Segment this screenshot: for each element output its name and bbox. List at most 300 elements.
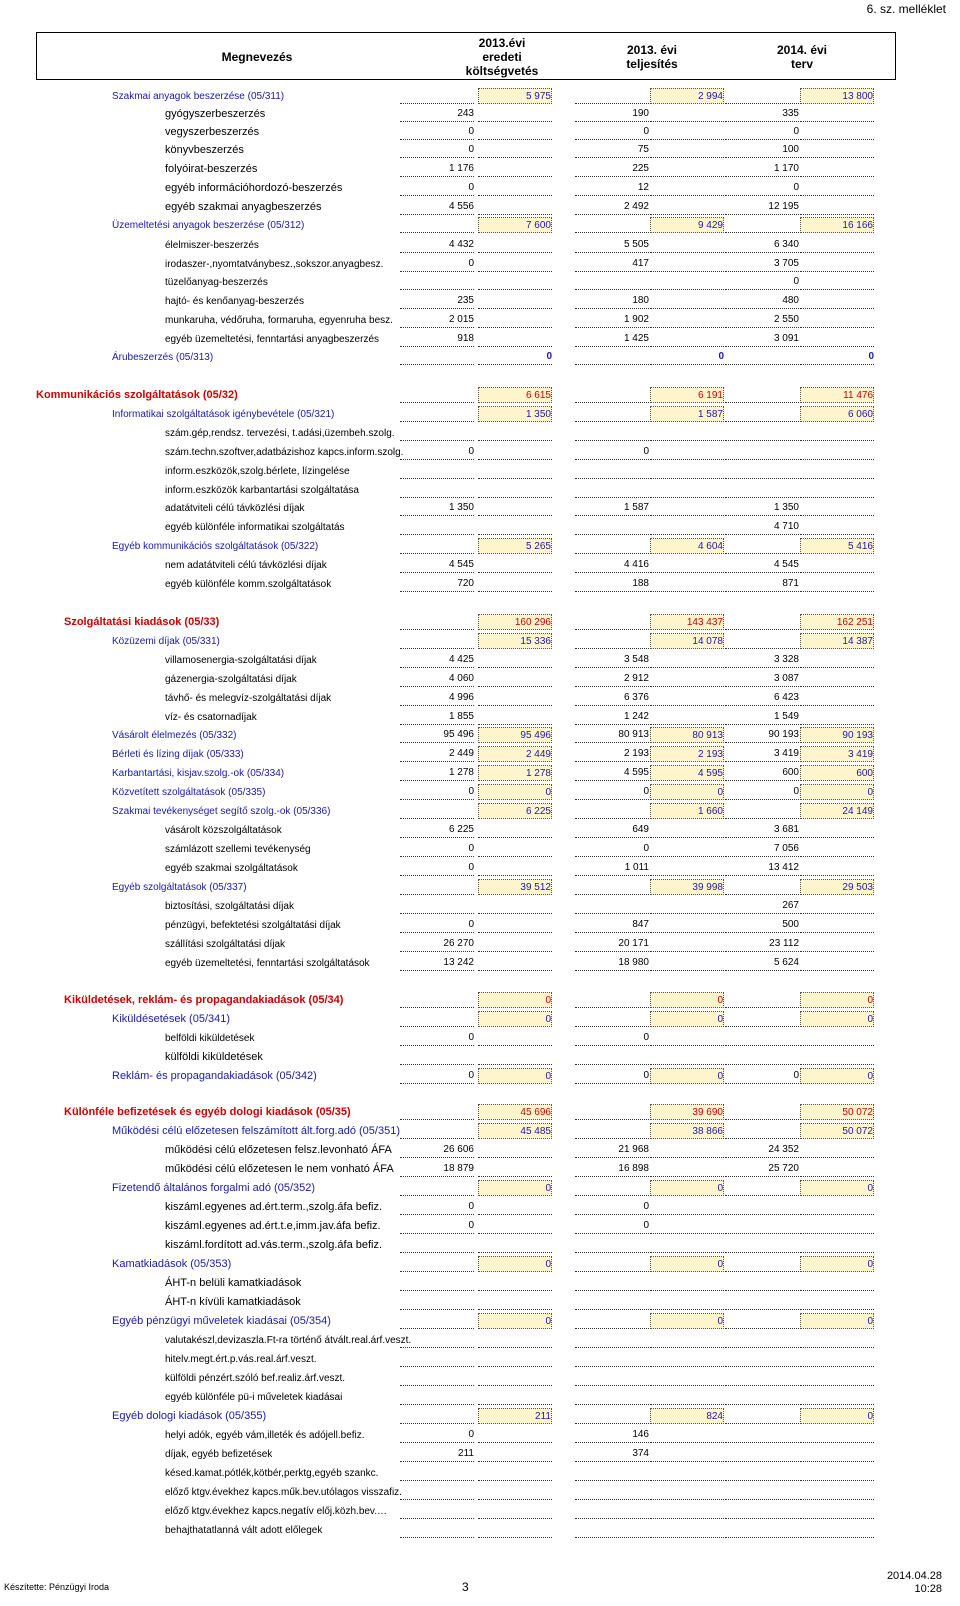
value-cell: 1 902 — [575, 312, 649, 328]
value-cell — [725, 1104, 799, 1120]
header-name: Megnevezés — [221, 50, 293, 64]
table-row — [0, 746, 960, 763]
value-cell — [478, 256, 552, 272]
row-label: Kommunikációs szolgáltatások (05/32) — [36, 389, 238, 401]
value-cell: 100 — [725, 142, 799, 158]
value-cell — [800, 180, 874, 196]
value-cell — [800, 1484, 874, 1500]
value-cell: 143 437 — [650, 614, 724, 630]
value-cell — [478, 331, 552, 347]
value-cell: 24 352 — [725, 1142, 799, 1158]
row-label: egyéb szakmai szolgáltatások — [165, 863, 298, 874]
value-cell: 21 968 — [575, 1142, 649, 1158]
value-cell: 0 — [725, 1068, 799, 1084]
value-cell — [400, 1294, 474, 1310]
value-cell — [650, 1522, 724, 1538]
table-row — [0, 1011, 960, 1028]
value-cell — [800, 1332, 874, 1348]
value-cell: 9 429 — [650, 217, 724, 233]
value-cell — [478, 1446, 552, 1462]
value-cell: 0 — [478, 1256, 552, 1272]
table-row — [0, 765, 960, 782]
value-cell: 4 556 — [400, 199, 474, 215]
table-row — [0, 142, 960, 159]
row-label: Egyéb dologi kiadások (05/355) — [112, 1410, 267, 1422]
value-cell — [400, 879, 474, 895]
value-cell — [478, 1294, 552, 1310]
value-cell — [650, 841, 724, 857]
value-cell — [725, 406, 799, 422]
value-cell — [478, 124, 552, 140]
row-label: szállítási szolgáltatási díjak — [165, 939, 286, 950]
value-cell: 5 505 — [575, 237, 649, 253]
value-cell: 4 432 — [400, 237, 474, 253]
row-label: egyéb üzemeltetési, fenntartási anyagbeszerzés — [165, 334, 380, 345]
value-cell: 0 — [650, 1011, 724, 1027]
value-cell — [650, 860, 724, 876]
value-cell — [800, 652, 874, 668]
value-cell: 417 — [575, 256, 649, 272]
row-label: behajthatatlanná vált adott előlegek — [165, 1525, 323, 1536]
value-cell: 50 072 — [800, 1123, 874, 1139]
value-cell: 0 — [400, 917, 474, 933]
table-row — [0, 1218, 960, 1235]
table-row — [0, 161, 960, 178]
value-cell — [575, 1351, 649, 1367]
value-cell — [725, 463, 799, 479]
value-cell — [575, 879, 649, 895]
row-label: egyéb különféle pü-i műveletek kiadásai — [165, 1392, 343, 1403]
row-label: működési célú előzetesen le nem vonható ÁFA — [165, 1163, 394, 1175]
value-cell — [575, 463, 649, 479]
row-label: inform.eszközök,szolg.bérlete, lízingelése — [165, 466, 350, 477]
table-row — [0, 1104, 960, 1121]
value-cell — [725, 1030, 799, 1046]
table-row — [0, 199, 960, 216]
value-cell — [725, 1370, 799, 1386]
value-cell — [650, 500, 724, 516]
table-row — [0, 936, 960, 953]
value-cell — [725, 1427, 799, 1443]
value-cell — [400, 1522, 474, 1538]
row-label: külföldi pénzért.szóló bef.realiz.árf.veszt. — [165, 1373, 346, 1384]
header-plan-2014 — [747, 33, 857, 81]
table-row — [0, 1522, 960, 1539]
row-label: helyi adók, egyéb vám,illeték és adójell.befiz. — [165, 1430, 365, 1441]
value-cell — [650, 1199, 724, 1215]
value-cell — [400, 1313, 474, 1329]
table-row — [0, 1068, 960, 1085]
value-cell — [400, 425, 474, 441]
value-cell: 824 — [650, 1408, 724, 1424]
value-cell — [478, 1237, 552, 1253]
value-cell: 225 — [575, 161, 649, 177]
value-cell: 0 — [725, 124, 799, 140]
value-cell: 0 — [575, 1199, 649, 1215]
value-cell — [725, 1256, 799, 1272]
value-cell — [575, 387, 649, 403]
row-label: valutakészl,devizaszla.Ft-ra történő átvált.real.árf.veszt. — [165, 1335, 412, 1346]
value-cell: 3 419 — [800, 746, 874, 762]
value-cell: 3 091 — [725, 331, 799, 347]
value-cell — [478, 1503, 552, 1519]
value-cell — [800, 822, 874, 838]
value-cell: 80 913 — [650, 727, 724, 743]
value-cell — [478, 519, 552, 535]
value-cell — [650, 312, 724, 328]
value-cell — [400, 217, 474, 233]
row-label: irodaszer-,nyomtatványbesz.,sokszor.anyagbesz. — [165, 259, 384, 270]
value-cell — [650, 1218, 724, 1234]
value-cell — [650, 180, 724, 196]
table-row — [0, 331, 960, 348]
value-cell: 1 587 — [575, 500, 649, 516]
table-row — [0, 614, 960, 631]
value-cell — [478, 161, 552, 177]
table-row — [0, 519, 960, 536]
value-cell — [478, 917, 552, 933]
table-row — [0, 709, 960, 726]
value-cell — [400, 463, 474, 479]
value-cell — [575, 274, 649, 290]
value-cell — [725, 1011, 799, 1027]
table-row — [0, 538, 960, 555]
value-cell — [650, 1237, 724, 1253]
value-cell — [478, 199, 552, 215]
table-row — [0, 1294, 960, 1311]
value-cell: 0 — [400, 860, 474, 876]
table-row — [0, 1123, 960, 1140]
value-cell — [650, 1484, 724, 1500]
value-cell: 0 — [400, 180, 474, 196]
row-label: egyéb üzemeltetési, fenntartási szolgáltatások — [165, 958, 370, 969]
value-cell — [650, 1351, 724, 1367]
table-row — [0, 1142, 960, 1159]
row-label: egyéb szakmai anyagbeszerzés — [165, 201, 322, 213]
value-cell: 6 376 — [575, 690, 649, 706]
table-row — [0, 463, 960, 480]
value-cell — [725, 1313, 799, 1329]
value-cell — [800, 1389, 874, 1405]
value-cell — [650, 482, 724, 498]
value-cell: 871 — [725, 576, 799, 592]
value-cell: 90 193 — [725, 727, 799, 743]
value-cell — [725, 1294, 799, 1310]
value-cell: 29 503 — [800, 879, 874, 895]
value-cell: 2 449 — [478, 746, 552, 762]
value-cell: 14 387 — [800, 633, 874, 649]
table-row — [0, 1370, 960, 1387]
value-cell — [478, 500, 552, 516]
row-label: Kamatkiadások (05/353) — [112, 1258, 232, 1270]
value-cell — [800, 312, 874, 328]
value-cell: 0 — [400, 444, 474, 460]
value-cell — [478, 180, 552, 196]
value-cell — [478, 482, 552, 498]
value-cell: 12 195 — [725, 199, 799, 215]
value-cell: 180 — [575, 293, 649, 309]
value-cell — [575, 1313, 649, 1329]
value-cell — [650, 955, 724, 971]
value-cell — [478, 1465, 552, 1481]
row-label: vásárolt közszolgáltatások — [165, 825, 282, 836]
row-label: ÁHT-n belüli kamatkiadások — [165, 1277, 302, 1289]
table-row — [0, 690, 960, 707]
value-cell — [725, 1484, 799, 1500]
row-label: Karbantartási, kisjav.szolg.-ok (05/334) — [112, 768, 285, 779]
value-cell — [575, 1389, 649, 1405]
value-cell: 4 604 — [650, 538, 724, 554]
table-row — [0, 1161, 960, 1178]
table-row — [0, 992, 960, 1009]
row-label: Kiküldésetések (05/341) — [112, 1013, 231, 1025]
value-cell: 6 225 — [478, 803, 552, 819]
value-cell — [800, 898, 874, 914]
value-cell: 649 — [575, 822, 649, 838]
value-cell — [478, 860, 552, 876]
value-cell — [725, 1389, 799, 1405]
value-cell — [575, 1484, 649, 1500]
value-cell: 4 710 — [725, 519, 799, 535]
value-cell: 0 — [800, 1408, 874, 1424]
value-cell — [400, 1049, 474, 1065]
row-label: vegyszerbeszerzés — [165, 126, 260, 138]
value-cell: 1 011 — [575, 860, 649, 876]
row-label: egyéb különféle informatikai szolgáltatás — [165, 522, 345, 533]
value-cell: 6 615 — [478, 387, 552, 403]
row-label: gázenergia-szolgáltatási díjak — [165, 674, 297, 685]
value-cell — [650, 106, 724, 122]
value-cell: 0 — [400, 841, 474, 857]
value-cell — [575, 614, 649, 630]
value-cell — [478, 1142, 552, 1158]
table-row — [0, 841, 960, 858]
value-cell: 0 — [575, 1068, 649, 1084]
annex-label: 6. sz. melléklet — [866, 2, 946, 16]
value-cell — [478, 652, 552, 668]
value-cell — [650, 822, 724, 838]
value-cell — [400, 274, 474, 290]
print-time: 10:28 — [914, 1583, 942, 1595]
value-cell: 0 — [800, 1180, 874, 1196]
value-cell — [725, 349, 799, 365]
value-cell — [650, 652, 724, 668]
row-label: működési célú előzetesen felsz.levonható ÁFA — [165, 1144, 392, 1156]
value-cell: 1 855 — [400, 709, 474, 725]
value-cell — [650, 1427, 724, 1443]
value-cell: 39 998 — [650, 879, 724, 895]
value-cell — [800, 463, 874, 479]
value-cell — [575, 538, 649, 554]
value-cell: 0 — [478, 1011, 552, 1027]
value-cell — [400, 406, 474, 422]
row-label: Szakmai anyagok beszerzése (05/311) — [112, 91, 285, 102]
table-row — [0, 1049, 960, 1066]
value-cell — [725, 482, 799, 498]
value-cell — [400, 898, 474, 914]
value-cell: 0 — [478, 1068, 552, 1084]
value-cell — [400, 1123, 474, 1139]
row-label: Reklám- és propagandakiadások (05/342) — [112, 1070, 317, 1082]
row-label: kiszáml.egyenes ad.ért.term.,szolg.áfa befiz. — [165, 1201, 383, 1213]
value-cell: 0 — [650, 1313, 724, 1329]
row-label: könyvbeszerzés — [165, 144, 244, 156]
value-cell — [575, 1104, 649, 1120]
table-row — [0, 406, 960, 423]
value-cell — [800, 444, 874, 460]
value-cell — [400, 1180, 474, 1196]
value-cell: 1 350 — [725, 500, 799, 516]
value-cell: 0 — [725, 274, 799, 290]
value-cell — [650, 576, 724, 592]
value-cell — [400, 538, 474, 554]
table-row — [0, 293, 960, 310]
value-cell: 6 060 — [800, 406, 874, 422]
value-cell: 3 328 — [725, 652, 799, 668]
row-label: hajtó- és kenőanyag-beszerzés — [165, 296, 304, 307]
value-cell: 211 — [478, 1408, 552, 1424]
value-cell — [575, 1049, 649, 1065]
value-cell — [800, 500, 874, 516]
value-cell — [400, 1351, 474, 1367]
row-label: biztosítási, szolgáltatási díjak — [165, 901, 294, 912]
value-cell — [478, 312, 552, 328]
value-cell: 0 — [800, 349, 874, 365]
value-cell — [478, 293, 552, 309]
value-cell — [650, 425, 724, 441]
row-label: külföldi kiküldetések — [165, 1051, 263, 1063]
row-label: Egyéb pénzügyi műveletek kiadásai (05/354) — [112, 1315, 331, 1327]
value-cell: 3 705 — [725, 256, 799, 272]
value-cell — [725, 1465, 799, 1481]
value-cell — [650, 1049, 724, 1065]
row-label: Közvetített szolgáltatások (05/335) — [112, 787, 266, 798]
row-label: pénzügyi, befektetési szolgáltatási díjak — [165, 920, 341, 931]
value-cell — [650, 1503, 724, 1519]
header-plan-2014-text: 2014. évi terv — [776, 43, 828, 71]
row-label: belföldi kiküldetések — [165, 1033, 255, 1044]
table-row — [0, 1199, 960, 1216]
value-cell — [400, 1275, 474, 1291]
value-cell — [725, 1522, 799, 1538]
value-cell: 45 485 — [478, 1123, 552, 1139]
table-row — [0, 444, 960, 461]
value-cell — [725, 614, 799, 630]
value-cell: 23 112 — [725, 936, 799, 952]
value-cell: 6 191 — [650, 387, 724, 403]
value-cell: 26 606 — [400, 1142, 474, 1158]
value-cell — [478, 1522, 552, 1538]
value-cell: 267 — [725, 898, 799, 914]
value-cell — [650, 1332, 724, 1348]
value-cell: 1 170 — [725, 161, 799, 177]
table-row — [0, 1465, 960, 1482]
table-header — [36, 32, 896, 80]
table-row — [0, 557, 960, 574]
value-cell: 75 — [575, 142, 649, 158]
value-cell — [400, 1256, 474, 1272]
value-cell — [650, 1294, 724, 1310]
row-label: gyógyszerbeszerzés — [165, 108, 266, 120]
value-cell — [725, 425, 799, 441]
value-cell — [400, 519, 474, 535]
table-row — [0, 387, 960, 404]
table-row — [0, 1408, 960, 1425]
value-cell — [725, 1180, 799, 1196]
value-cell — [575, 519, 649, 535]
value-cell: 5 416 — [800, 538, 874, 554]
value-cell — [478, 841, 552, 857]
row-label: késed.kamat.pótlék,kötbér,perktg,egyéb szankc. — [165, 1468, 379, 1479]
value-cell: 4 425 — [400, 652, 474, 668]
table-row — [0, 898, 960, 915]
value-cell: 2 193 — [650, 746, 724, 762]
value-cell: 918 — [400, 331, 474, 347]
value-cell — [575, 992, 649, 1008]
value-cell — [725, 1275, 799, 1291]
header-actual-2013 — [597, 33, 707, 81]
value-cell — [650, 124, 724, 140]
value-cell: 16 166 — [800, 217, 874, 233]
value-cell — [650, 557, 724, 573]
value-cell — [725, 992, 799, 1008]
header-original-budget-text: 2013.évi eredeti költségvetés — [465, 36, 539, 78]
print-timestamp — [887, 1570, 942, 1596]
value-cell: 0 — [575, 444, 649, 460]
value-cell — [575, 1123, 649, 1139]
value-cell: 374 — [575, 1446, 649, 1462]
table-row — [0, 727, 960, 744]
table-row — [0, 1389, 960, 1406]
table-row — [0, 1237, 960, 1254]
value-cell: 0 — [725, 180, 799, 196]
value-cell — [478, 1332, 552, 1348]
value-cell — [400, 482, 474, 498]
table-row — [0, 274, 960, 291]
value-cell — [575, 406, 649, 422]
row-label: egyéb információhordozó-beszerzés — [165, 182, 343, 194]
row-label: folyóirat-beszerzés — [165, 163, 258, 175]
value-cell — [650, 1465, 724, 1481]
value-cell — [725, 387, 799, 403]
value-cell — [800, 1446, 874, 1462]
value-cell — [650, 444, 724, 460]
value-cell: 243 — [400, 106, 474, 122]
value-cell: 0 — [478, 784, 552, 800]
value-cell — [478, 444, 552, 460]
value-cell: 0 — [400, 256, 474, 272]
value-cell — [478, 898, 552, 914]
value-cell — [400, 349, 474, 365]
value-cell — [478, 106, 552, 122]
value-cell — [725, 217, 799, 233]
table-row — [0, 879, 960, 896]
value-cell — [800, 860, 874, 876]
value-cell: 335 — [725, 106, 799, 122]
value-cell: 95 496 — [478, 727, 552, 743]
value-cell — [725, 444, 799, 460]
value-cell — [478, 1030, 552, 1046]
value-cell — [575, 633, 649, 649]
table-row — [0, 217, 960, 234]
value-cell: 0 — [400, 124, 474, 140]
value-cell — [650, 1161, 724, 1177]
value-cell — [575, 1294, 649, 1310]
value-cell — [400, 387, 474, 403]
value-cell: 0 — [400, 1218, 474, 1234]
value-cell — [575, 803, 649, 819]
value-cell — [478, 1427, 552, 1443]
